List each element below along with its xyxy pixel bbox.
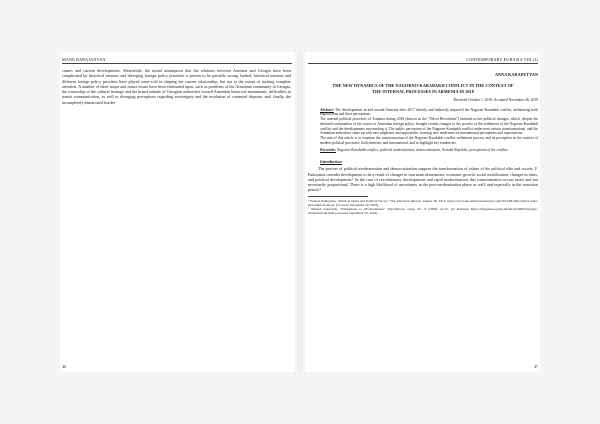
footnote-2: ² Manuel Gurevitch, "Disruptions to Modernization" Nepolitica.ru essay, No. 6 (2006): 42-47, (in Russian) https://magazines.gorky.media/nz/2006/6/perepy-modernizaczii.html (accessed September 20, 2019). [308, 207, 538, 216]
keywords-label: Keywords: [320, 148, 336, 153]
footnotes [308, 199, 538, 216]
right-page-body [308, 72, 538, 216]
left-paragraph: causes and current developments. Meanwhile, the initial assumption that the relations between Armenia and Georgia have been complicated by historical tensions and diverging foreign policy priorities is proven to be partially wrong. Indeed, historical tensions and different foreign policy priorities have played some role in shaping the current relationship, but not to the extent of inviting complete attention. A number of other major and minor issues have been elaborated upon, such as problems of the Armenian community in Georgia, the ownership of the cultural heritage and the brand attitude of Georgian authorities toward Armenian historical monuments, difficulties in transit communication, as well as diverging perceptions regarding sovereignty and the resolution of contested disputes, and, finally, the incompletely demarcated border. [62, 68, 291, 105]
abstract [320, 108, 538, 146]
footnote-1: ¹ Francis Fukuyama, "Political Order and Political Decay," The American Interest, August 28, 2014, https://www.the-american-interest.com/2014/08/28/political-order-and-political-decay/ (accessed September 20, 2019). [308, 198, 538, 207]
left-page-number: 46 [62, 364, 66, 369]
footnote-rule [308, 196, 368, 197]
keywords-text: Nagorno-Karabakh conflict, political modernization, democratization, Artsakh Republic, perceptions of the conflict. [336, 148, 509, 153]
left-header-rule [62, 63, 292, 64]
book-spine [298, 52, 302, 372]
right-running-head: CONTEMPORARY EURASIA VIII (2) [466, 57, 538, 62]
keywords [320, 148, 538, 153]
received-date: Received October 1, 2019; Accepted November 26, 2019 [453, 98, 538, 103]
right-page-number: 47 [534, 364, 538, 369]
abstract-label: Abstract: [320, 107, 334, 112]
introduction-paragraph: The process of political modernization and democratization suppose the transformation of values of the political elite and society. F. Fukuyama consider development to be a result of changes in four main dimensions: economic growth, social mobilization, changes in ideas, and political development.¹ In the case of revolutionary developments and rapid modernization, this transformation occurs faster and not necessarily proportional. There is a high likelihood of uncertainty in the post-modernization phase as well, and especially in the transition period.² [308, 166, 538, 193]
article-author: ANNA KARAPETYAN [494, 72, 538, 77]
right-header-rule [308, 63, 538, 64]
abstract-paragraph-2: The internal political processes of Armenia during 2018 (known as the "Velvet Revolution") initiated active political changes, which, despite the declared continuation of the course of Armenian foreign policy, brought certain changes to the process of the settlement of the Nagorno-Karabakh conflict and the developments surrounding it. The public perception of the Nagorno-Karabakh conflict underwent certain transformations, and the Armenian authorities came up with new emphases and approaches, forming new tendencies in international perceptions and expectations. [320, 117, 538, 136]
abstract-paragraph-1 [320, 108, 538, 117]
abstract-paragraph-3: The aim of this article is to examine the transformation of the Nagorno-Karabakh conflict settlement process and its perception in the context of modern political processes, both domestic and international, and to highlight key tendencies. [320, 135, 538, 145]
section-heading: Introduction [320, 159, 342, 165]
introduction-body [308, 166, 538, 192]
abstract-text-1: The developments in and around Armenia after 2017 directly and indirectly impacted the Nagorno-Karabakh conflict, influencing both negotiations and their perceptions. [320, 107, 538, 117]
article-title: THE NEW DYNAMICS OF THE NAGORNO-KARABAKH CONFLICT IN THE CONTEXT OF THE INTERNAL PROCESSES IN ARMENIA IN 2018 [332, 83, 514, 94]
left-running-head: MANE BABAJANYAN [62, 57, 106, 62]
left-page-body [62, 68, 291, 105]
